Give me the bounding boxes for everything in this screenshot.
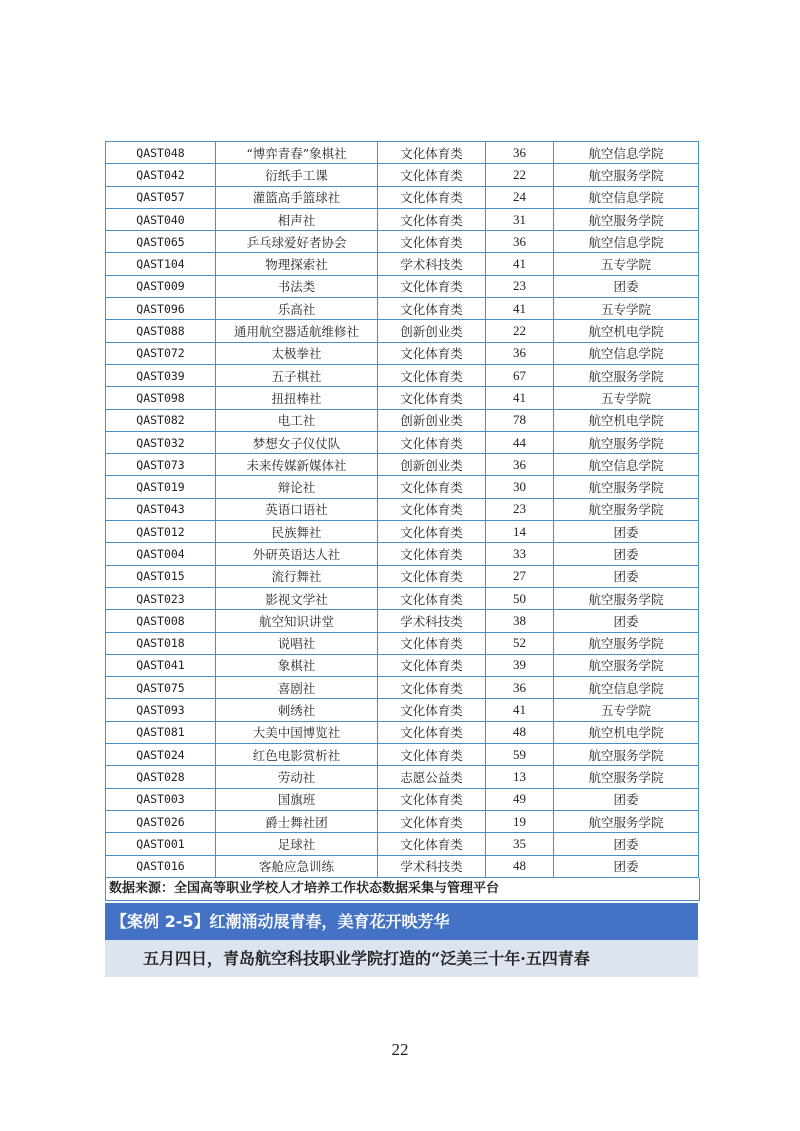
table-row <box>106 164 699 186</box>
table-row <box>106 498 699 520</box>
club-category-cell: 文化体育类 <box>378 744 486 766</box>
member-count-cell: 36 <box>486 342 554 364</box>
department-cell: 航空服务学院 <box>554 654 699 676</box>
club-code-cell: QAST042 <box>106 164 216 186</box>
member-count-cell: 41 <box>486 699 554 721</box>
table-row <box>106 409 699 431</box>
club-code-cell: QAST018 <box>106 632 216 654</box>
table-row <box>106 788 699 810</box>
club-name-cell: 足球社 <box>216 833 378 855</box>
department-cell: 团委 <box>554 565 699 587</box>
club-name-cell: 说唱社 <box>216 632 378 654</box>
member-count-cell: 49 <box>486 788 554 810</box>
member-count-cell: 48 <box>486 855 554 877</box>
club-category-cell: 文化体育类 <box>378 654 486 676</box>
club-category-cell: 学术科技类 <box>378 610 486 632</box>
club-category-cell: 学术科技类 <box>378 855 486 877</box>
club-category-cell: 文化体育类 <box>378 788 486 810</box>
club-name-cell: 喜剧社 <box>216 677 378 699</box>
member-count-cell: 22 <box>486 164 554 186</box>
club-code-cell: QAST098 <box>106 387 216 409</box>
club-category-cell: 文化体育类 <box>378 565 486 587</box>
club-name-cell: 爵士舞社团 <box>216 810 378 832</box>
club-code-cell: QAST003 <box>106 788 216 810</box>
club-name-cell: 航空知识讲堂 <box>216 610 378 632</box>
department-cell: 团委 <box>554 788 699 810</box>
member-count-cell: 36 <box>486 142 554 164</box>
department-cell: 航空服务学院 <box>554 364 699 386</box>
table-row <box>106 275 699 297</box>
member-count-cell: 27 <box>486 565 554 587</box>
club-code-cell: QAST009 <box>106 275 216 297</box>
member-count-cell: 41 <box>486 298 554 320</box>
member-count-cell: 13 <box>486 766 554 788</box>
member-count-cell: 52 <box>486 632 554 654</box>
club-code-cell: QAST026 <box>106 810 216 832</box>
member-count-cell: 44 <box>486 431 554 453</box>
member-count-cell: 35 <box>486 833 554 855</box>
member-count-cell: 36 <box>486 677 554 699</box>
department-cell: 航空信息学院 <box>554 342 699 364</box>
member-count-cell: 41 <box>486 253 554 275</box>
club-category-cell: 文化体育类 <box>378 721 486 743</box>
department-cell: 航空信息学院 <box>554 142 699 164</box>
club-name-cell: 外研英语达人社 <box>216 543 378 565</box>
club-category-cell: 文化体育类 <box>378 387 486 409</box>
table-row <box>106 364 699 386</box>
member-count-cell: 14 <box>486 521 554 543</box>
club-name-cell: 客舱应急训练 <box>216 855 378 877</box>
table-row <box>106 253 699 275</box>
table-row <box>106 833 699 855</box>
member-count-cell: 19 <box>486 810 554 832</box>
department-cell: 团委 <box>554 610 699 632</box>
department-cell: 航空服务学院 <box>554 632 699 654</box>
club-category-cell: 文化体育类 <box>378 342 486 364</box>
table-row <box>106 721 699 743</box>
member-count-cell: 36 <box>486 231 554 253</box>
club-category-cell: 创新创业类 <box>378 320 486 342</box>
department-cell: 航空服务学院 <box>554 744 699 766</box>
club-code-cell: QAST001 <box>106 833 216 855</box>
club-name-cell: 扭扭棒社 <box>216 387 378 409</box>
club-code-cell: QAST096 <box>106 298 216 320</box>
department-cell: 五专学院 <box>554 699 699 721</box>
club-name-cell: 象棋社 <box>216 654 378 676</box>
table-row <box>106 320 699 342</box>
club-code-cell: QAST081 <box>106 721 216 743</box>
table-row <box>106 677 699 699</box>
table-row <box>106 298 699 320</box>
club-category-cell: 文化体育类 <box>378 810 486 832</box>
club-name-cell: 刺绣社 <box>216 699 378 721</box>
table-row <box>106 855 699 877</box>
page-number: 22 <box>391 1040 409 1059</box>
club-name-cell: 乐高社 <box>216 298 378 320</box>
member-count-cell: 23 <box>486 275 554 297</box>
table-row <box>106 654 699 676</box>
department-cell: 五专学院 <box>554 298 699 320</box>
table-row <box>106 766 699 788</box>
department-cell: 航空信息学院 <box>554 677 699 699</box>
club-name-cell: 流行舞社 <box>216 565 378 587</box>
club-category-cell: 文化体育类 <box>378 587 486 609</box>
club-category-cell: 文化体育类 <box>378 186 486 208</box>
table-row <box>106 810 699 832</box>
club-name-cell: 灌篮高手篮球社 <box>216 186 378 208</box>
club-code-cell: QAST019 <box>106 476 216 498</box>
table-row <box>106 454 699 476</box>
department-cell: 团委 <box>554 855 699 877</box>
club-code-cell: QAST008 <box>106 610 216 632</box>
club-category-cell: 文化体育类 <box>378 275 486 297</box>
club-category-cell: 文化体育类 <box>378 231 486 253</box>
club-category-cell: 文化体育类 <box>378 164 486 186</box>
club-category-cell: 文化体育类 <box>378 476 486 498</box>
table-row <box>106 632 699 654</box>
club-code-cell: QAST041 <box>106 654 216 676</box>
club-category-cell: 文化体育类 <box>378 142 486 164</box>
table-row <box>106 431 699 453</box>
table-row <box>106 142 699 164</box>
department-cell: 航空服务学院 <box>554 164 699 186</box>
department-cell: 航空服务学院 <box>554 587 699 609</box>
member-count-cell: 30 <box>486 476 554 498</box>
club-name-cell: “博弈青春”象棋社 <box>216 142 378 164</box>
club-code-cell: QAST082 <box>106 409 216 431</box>
department-cell: 航空信息学院 <box>554 454 699 476</box>
member-count-cell: 38 <box>486 610 554 632</box>
department-cell: 团委 <box>554 833 699 855</box>
club-name-cell: 衍纸手工课 <box>216 164 378 186</box>
club-name-cell: 辩论社 <box>216 476 378 498</box>
member-count-cell: 48 <box>486 721 554 743</box>
club-category-cell: 文化体育类 <box>378 298 486 320</box>
club-code-cell: QAST057 <box>106 186 216 208</box>
club-code-cell: QAST023 <box>106 587 216 609</box>
department-cell: 航空服务学院 <box>554 498 699 520</box>
club-code-cell: QAST043 <box>106 498 216 520</box>
club-category-cell: 创新创业类 <box>378 454 486 476</box>
club-code-cell: QAST048 <box>106 142 216 164</box>
table-row <box>106 231 699 253</box>
department-cell: 航空信息学院 <box>554 231 699 253</box>
club-category-cell: 文化体育类 <box>378 521 486 543</box>
club-code-cell: QAST032 <box>106 431 216 453</box>
club-category-cell: 文化体育类 <box>378 208 486 230</box>
club-code-cell: QAST072 <box>106 342 216 364</box>
table-row <box>106 699 699 721</box>
club-name-cell: 英语口语社 <box>216 498 378 520</box>
club-code-cell: QAST016 <box>106 855 216 877</box>
club-name-cell: 乒乓球爱好者协会 <box>216 231 378 253</box>
table-row <box>106 521 699 543</box>
department-cell: 五专学院 <box>554 253 699 275</box>
club-code-cell: QAST075 <box>106 677 216 699</box>
table-row <box>106 342 699 364</box>
club-code-cell: QAST104 <box>106 253 216 275</box>
club-code-cell: QAST012 <box>106 521 216 543</box>
member-count-cell: 78 <box>486 409 554 431</box>
club-code-cell: QAST093 <box>106 699 216 721</box>
table-row <box>106 543 699 565</box>
table-row <box>106 476 699 498</box>
club-category-cell: 文化体育类 <box>378 677 486 699</box>
club-category-cell: 文化体育类 <box>378 699 486 721</box>
member-count-cell: 59 <box>486 744 554 766</box>
department-cell: 航空服务学院 <box>554 766 699 788</box>
club-category-cell: 文化体育类 <box>378 498 486 520</box>
club-category-cell: 文化体育类 <box>378 543 486 565</box>
club-name-cell: 物理探索社 <box>216 253 378 275</box>
club-name-cell: 影视文学社 <box>216 587 378 609</box>
member-count-cell: 41 <box>486 387 554 409</box>
club-code-cell: QAST015 <box>106 565 216 587</box>
member-count-cell: 22 <box>486 320 554 342</box>
club-category-cell: 创新创业类 <box>378 409 486 431</box>
department-cell: 航空机电学院 <box>554 721 699 743</box>
table-row <box>106 565 699 587</box>
table-row <box>106 208 699 230</box>
club-code-cell: QAST073 <box>106 454 216 476</box>
member-count-cell: 31 <box>486 208 554 230</box>
table-row <box>106 186 699 208</box>
member-count-cell: 67 <box>486 364 554 386</box>
club-name-cell: 国旗班 <box>216 788 378 810</box>
club-name-cell: 太极拳社 <box>216 342 378 364</box>
table-row <box>106 587 699 609</box>
club-category-cell: 文化体育类 <box>378 364 486 386</box>
table-row <box>106 610 699 632</box>
club-name-cell: 五子棋社 <box>216 364 378 386</box>
club-code-cell: QAST040 <box>106 208 216 230</box>
department-cell: 航空服务学院 <box>554 431 699 453</box>
member-count-cell: 23 <box>486 498 554 520</box>
department-cell: 团委 <box>554 543 699 565</box>
member-count-cell: 50 <box>486 587 554 609</box>
club-category-cell: 志愿公益类 <box>378 766 486 788</box>
clubs-table <box>105 141 699 878</box>
department-cell: 航空机电学院 <box>554 320 699 342</box>
department-cell: 航空服务学院 <box>554 208 699 230</box>
club-category-cell: 文化体育类 <box>378 632 486 654</box>
department-cell: 航空服务学院 <box>554 810 699 832</box>
club-name-cell: 电工社 <box>216 409 378 431</box>
club-category-cell: 文化体育类 <box>378 431 486 453</box>
club-name-cell: 通用航空器适航维修社 <box>216 320 378 342</box>
case-heading: 【案例 2-5】红潮涌动展青春，美育花开映芳华 <box>105 903 698 940</box>
table-row <box>106 744 699 766</box>
department-cell: 航空信息学院 <box>554 186 699 208</box>
department-cell: 航空机电学院 <box>554 409 699 431</box>
club-name-cell: 红色电影赏析社 <box>216 744 378 766</box>
case-body-text: 五月四日，青岛航空科技职业学院打造的“泛美三十年·五四青春 <box>105 940 698 977</box>
club-name-cell: 相声社 <box>216 208 378 230</box>
club-code-cell: QAST004 <box>106 543 216 565</box>
member-count-cell: 33 <box>486 543 554 565</box>
club-name-cell: 未来传媒新媒体社 <box>216 454 378 476</box>
club-code-cell: QAST024 <box>106 744 216 766</box>
club-code-cell: QAST028 <box>106 766 216 788</box>
data-source-note: 数据来源：全国高等职业学校人才培养工作状态数据采集与管理平台 <box>105 878 700 901</box>
department-cell: 团委 <box>554 275 699 297</box>
department-cell: 航空服务学院 <box>554 476 699 498</box>
member-count-cell: 36 <box>486 454 554 476</box>
club-name-cell: 劳动社 <box>216 766 378 788</box>
club-name-cell: 书法类 <box>216 275 378 297</box>
member-count-cell: 24 <box>486 186 554 208</box>
table-row <box>106 387 699 409</box>
club-code-cell: QAST065 <box>106 231 216 253</box>
club-name-cell: 民族舞社 <box>216 521 378 543</box>
club-category-cell: 学术科技类 <box>378 253 486 275</box>
club-code-cell: QAST088 <box>106 320 216 342</box>
club-name-cell: 梦想女子仪仗队 <box>216 431 378 453</box>
club-name-cell: 大美中国博览社 <box>216 721 378 743</box>
department-cell: 五专学院 <box>554 387 699 409</box>
club-code-cell: QAST039 <box>106 364 216 386</box>
department-cell: 团委 <box>554 521 699 543</box>
club-category-cell: 文化体育类 <box>378 833 486 855</box>
member-count-cell: 39 <box>486 654 554 676</box>
